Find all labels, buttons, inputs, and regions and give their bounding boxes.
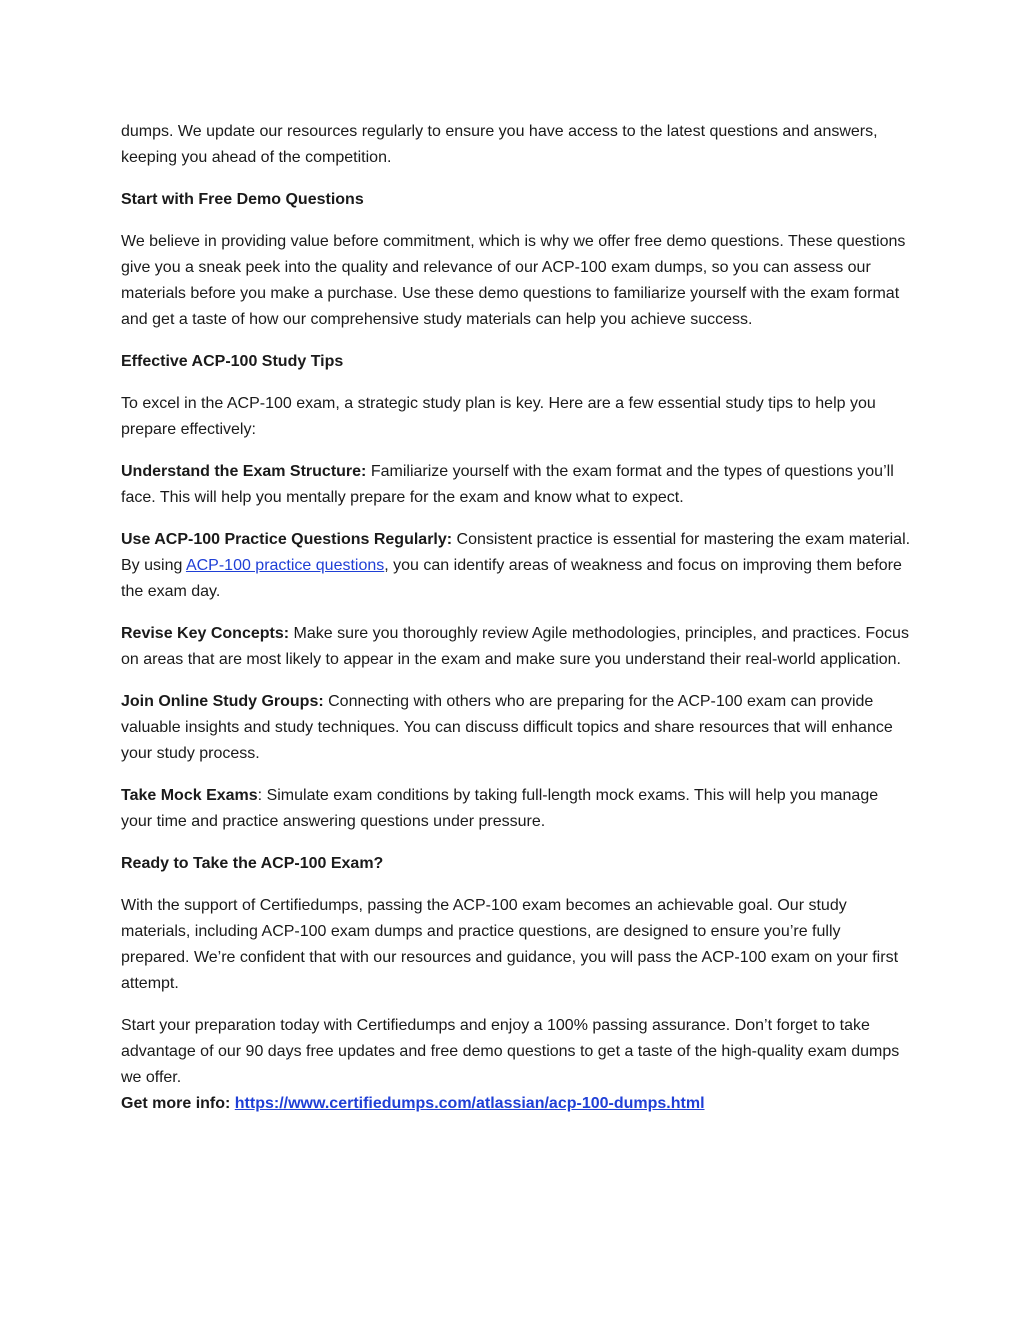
document-page — [121, 119, 911, 1117]
study-tips-paragraph: To excel in the ACP-100 exam, a strategic study plan is key. Here are a few essential study tips to help you prepare effectively: — [121, 395, 876, 438]
get-more-info-label: Get more info: — [121, 1095, 235, 1112]
ready-paragraph: With the support of Certifiedumps, passing the ACP-100 exam becomes an achievable goal. Our study materials, including ACP-100 exam dumps and practice questions, are designed to ensure you’re fully prepared. We’re confident that with our resources and guidance, you will pass the ACP-100 exam on your first attempt. — [121, 897, 899, 992]
intro-paragraph: dumps. We update our resources regularly to ensure you have access to the latest questions and answers, keeping you ahead of the competition. — [121, 123, 878, 166]
study-tips-heading: Effective ACP-100 Study Tips — [121, 353, 344, 370]
tip-mock-exams-text: : Simulate exam conditions by taking full-length mock exams. This will help you manage your time and practice answering questions under pressure. — [121, 787, 879, 830]
get-more-info-line — [121, 1091, 911, 1117]
tip-practice-questions — [121, 527, 911, 605]
tip-revise-concepts-text: Make sure you thoroughly review Agile methodologies, principles, and practices. Focus on areas that are most likely to appear in the exam and make sure you understand their real-world application. — [121, 625, 909, 668]
tip-study-groups — [121, 689, 911, 767]
tip-revise-concepts-lead: Revise Key Concepts: — [121, 625, 290, 642]
tip-exam-structure-text: Familiarize yourself with the exam format and the types of questions you’ll face. This will help you mentally prepare for the exam and know what to expect. — [121, 463, 894, 506]
tip-exam-structure — [121, 459, 911, 511]
closing-paragraph: Start your preparation today with Certifiedumps and enjoy a 100% passing assurance. Don’t forget to take advantage of our 90 days free updates and free demo questions to get a taste of the high-quality exam dumps we offer. — [121, 1017, 900, 1086]
practice-questions-link[interactable]: ACP-100 practice questions — [185, 557, 385, 574]
tip-study-groups-text: Connecting with others who are preparing for the ACP-100 exam can provide valuable insights and study techniques. You can discuss difficult topics and share resources that will enhance your study process. — [121, 693, 893, 762]
tip-mock-exams — [121, 783, 911, 835]
tip-revise-concepts — [121, 621, 911, 673]
tip-practice-questions-lead: Use ACP-100 Practice Questions Regularly: — [121, 531, 453, 548]
demo-heading: Start with Free Demo Questions — [121, 191, 364, 208]
tip-mock-exams-lead: Take Mock Exams — [121, 787, 258, 804]
tip-exam-structure-lead: Understand the Exam Structure: — [121, 463, 367, 480]
tip-practice-questions-text-after: , you can identify areas of weakness and focus on improving them before the exam day. — [121, 557, 902, 600]
ready-heading: Ready to Take the ACP-100 Exam? — [121, 855, 384, 872]
tip-study-groups-lead: Join Online Study Groups: — [121, 693, 324, 710]
demo-paragraph: We believe in providing value before commitment, which is why we offer free demo questions. These questions give you a sneak peek into the quality and relevance of our ACP-100 exam dumps, so you can assess our materials before you make a purchase. Use these demo questions to familiarize yourself with the exam format and get a taste of how our comprehensive study materials can help you achieve success. — [121, 233, 906, 328]
certifiedumps-link[interactable]: https://www.certifiedumps.com/atlassian/acp-100-dumps.html — [234, 1095, 705, 1112]
tip-practice-questions-text-before: Consistent practice is essential for mastering the exam material. By using — [121, 531, 911, 574]
